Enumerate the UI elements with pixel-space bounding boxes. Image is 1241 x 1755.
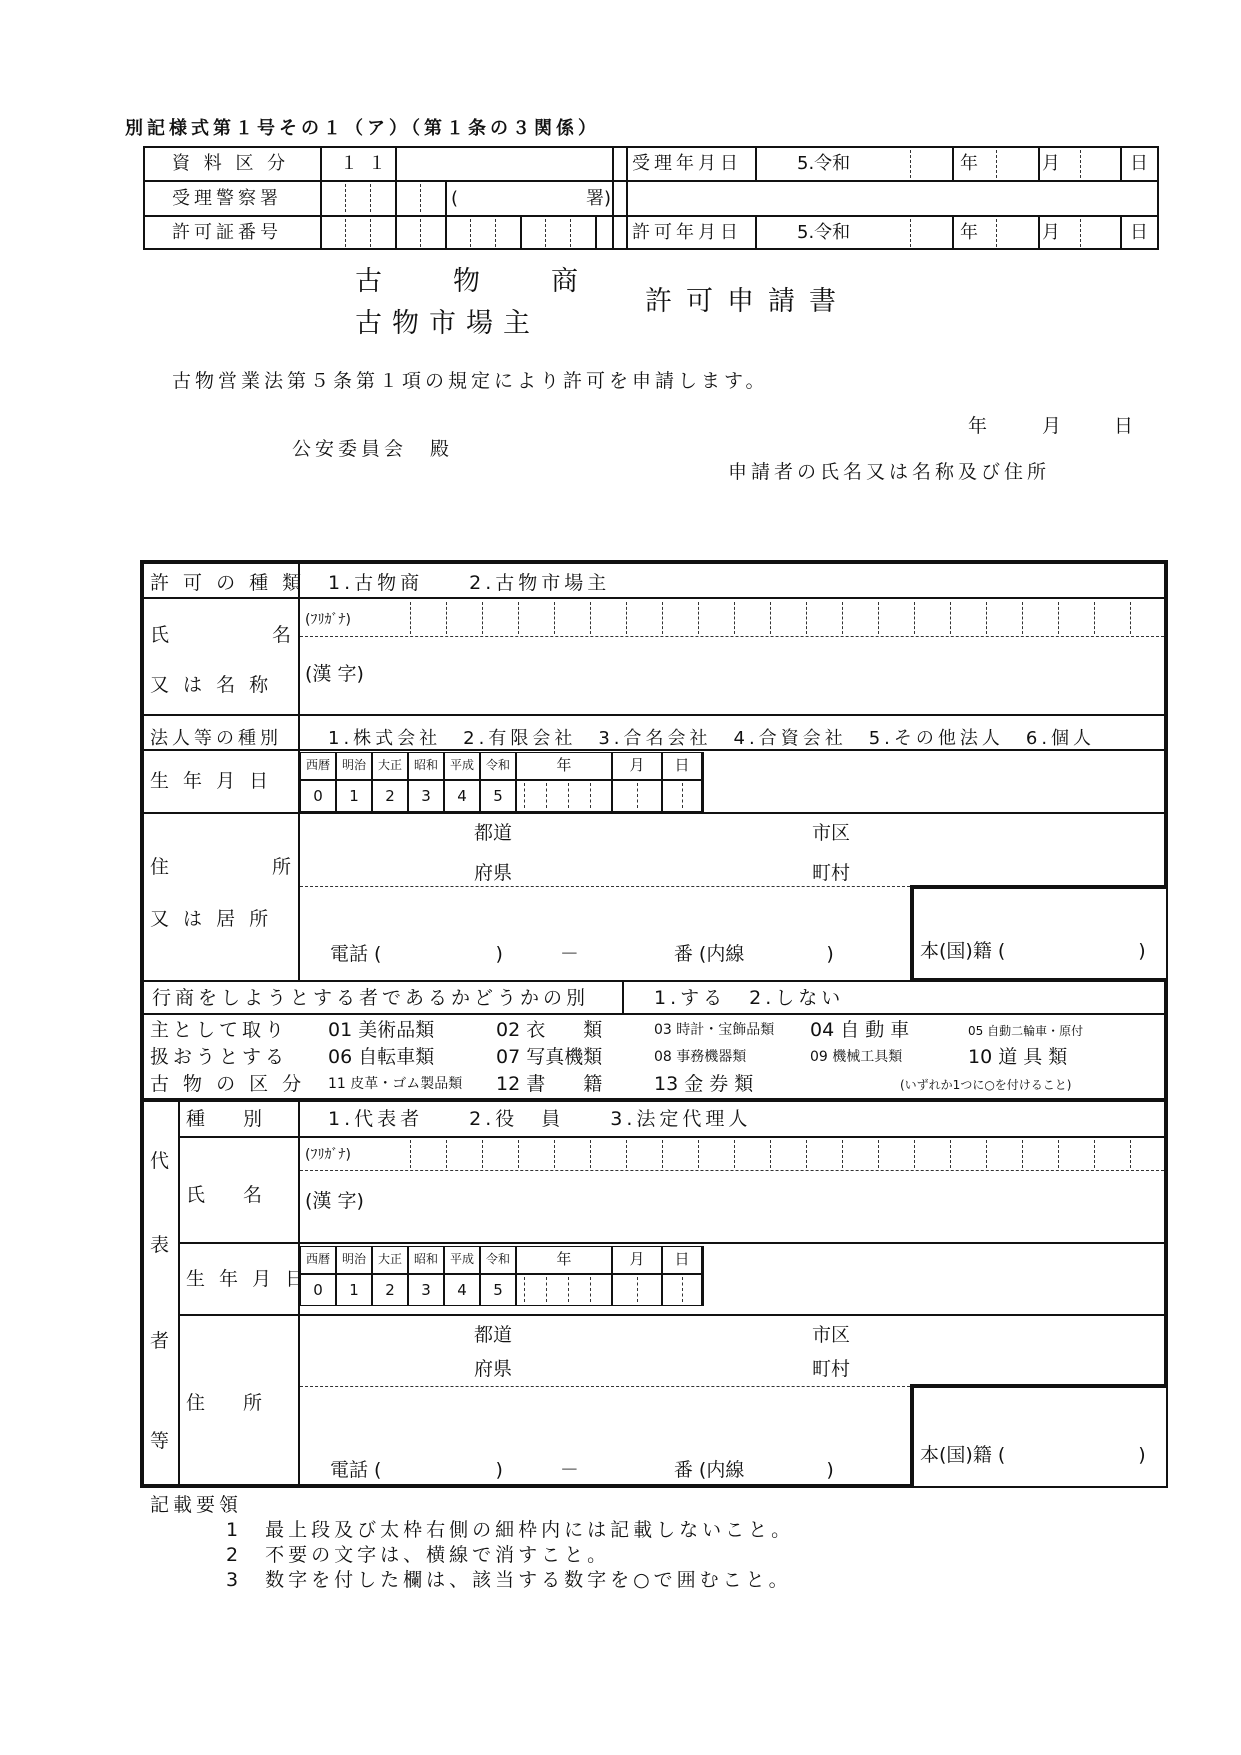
notes-item-3: 3 数字を付した欄は、該当する数字を○で囲むこと。 — [226, 1569, 792, 1591]
furigana-tick — [770, 602, 771, 634]
rep-type-label: 種 別 — [186, 1108, 263, 1130]
address-choson: 町村 — [812, 862, 851, 884]
era-cell: 昭和 — [408, 752, 444, 780]
furigana-tick — [554, 602, 555, 634]
goods-02: 02 衣 類 — [496, 1019, 603, 1041]
birth-digit-divider — [524, 1277, 525, 1302]
permit-type-options: 1.古物商 2.古物市場主 — [328, 572, 611, 594]
goods-note: (いずれか1つに○を付けること) — [900, 1078, 1072, 1092]
furigana-tick — [590, 1140, 591, 1168]
name-furigana: (ﾌﾘｶﾞﾅ) — [305, 612, 351, 628]
rep-side-2: 表 — [150, 1234, 170, 1256]
rep-honseki: 本(国)籍 ( ) — [920, 1444, 1146, 1466]
furigana-tick — [734, 602, 735, 634]
furigana-tick — [518, 602, 519, 634]
furigana-tick — [518, 1140, 519, 1168]
furigana-tick — [446, 1140, 447, 1168]
birth-digit-divider — [568, 783, 569, 808]
furigana-tick — [770, 1140, 771, 1168]
furigana-tick — [1094, 1140, 1095, 1168]
rep-choson: 町村 — [812, 1358, 851, 1380]
juri-year: 年 — [960, 153, 978, 174]
goods-05: 05 自動二輪車・原付 — [968, 1024, 1084, 1038]
furigana-tick — [698, 1140, 699, 1168]
birth-digit-divider — [546, 1277, 547, 1302]
era-code-cell: 2 — [372, 1274, 408, 1306]
date-day: 日 — [1114, 415, 1134, 437]
furigana-tick — [878, 1140, 879, 1168]
title-line2: 古物市場主 — [355, 308, 540, 339]
goods-04: 04 自 動 車 — [810, 1019, 910, 1041]
juri-month: 月 — [1042, 153, 1060, 174]
birth-edge — [702, 1246, 704, 1306]
furigana-tick — [1022, 602, 1023, 634]
name-label-top-right: 名 — [272, 624, 292, 646]
furigana-tick — [806, 602, 807, 634]
address-label-bottom: 又 は 居 所 — [150, 908, 273, 930]
rep-side-4: 等 — [150, 1430, 170, 1452]
goods-12: 12 書 籍 — [496, 1073, 603, 1095]
goods-label-2: 扱おうとする — [150, 1046, 289, 1068]
goods-03: 03 時計・宝飾品類 — [654, 1022, 775, 1038]
birth-day-header: 日 — [662, 1246, 702, 1274]
date-month: 月 — [1042, 415, 1062, 437]
rep-type-options: 1.代表者 2.役 員 3.法定代理人 — [328, 1108, 752, 1130]
rep-name-label: 氏 名 — [186, 1184, 263, 1206]
era-code-cell: 3 — [408, 780, 444, 812]
birth-year-header: 年 — [516, 752, 612, 780]
era-cell: 大正 — [372, 752, 408, 780]
goods-13: 13 金 券 類 — [654, 1073, 754, 1095]
juri-era: 5.令和 — [797, 153, 851, 174]
rep-side-3: 者 — [150, 1330, 170, 1352]
era-cell: 大正 — [372, 1246, 408, 1274]
furigana-tick — [1058, 1140, 1059, 1168]
notes-title: 記載要領 — [150, 1494, 243, 1516]
rep-birth-label: 生 年 月 日 — [186, 1268, 309, 1290]
birth-digit-divider — [590, 1277, 591, 1302]
furigana-tick — [806, 1140, 807, 1168]
goods-10: 10 道 具 類 — [968, 1046, 1068, 1068]
address-fuken: 府県 — [474, 862, 513, 884]
corp-type-options: 1.株式会社 2.有限会社 3.合名会社 4.合資会社 5.その他法人 6.個人 — [328, 728, 1096, 749]
kyoka-year: 年 — [960, 222, 978, 243]
era-code-cell: 5 — [480, 780, 516, 812]
rep-side-1: 代 — [150, 1150, 170, 1172]
era-code-cell: 2 — [372, 780, 408, 812]
kyoka-month: 月 — [1042, 222, 1060, 243]
era-cell: 平成 — [444, 1246, 480, 1274]
station-close: 署) — [586, 188, 612, 209]
form-label: 別記様式第１号その１（ア）（第１条の３関係） — [125, 118, 600, 139]
address-shiku: 市区 — [812, 822, 851, 844]
name-label-top: 氏 — [150, 624, 170, 646]
furigana-tick — [446, 602, 447, 634]
goods-08: 08 事務機器類 — [654, 1049, 747, 1065]
furigana-tick — [950, 1140, 951, 1168]
era-code-cell: 4 — [444, 1274, 480, 1306]
peddler-options: 1.する 2.しない — [654, 987, 845, 1009]
furigana-tick — [1022, 1140, 1023, 1168]
rep-furigana: (ﾌﾘｶﾞﾅ) — [305, 1147, 351, 1163]
furigana-tick — [914, 602, 915, 634]
era-cell: 西暦 — [300, 752, 336, 780]
furigana-tick — [662, 602, 663, 634]
birth-digit-divider — [568, 1277, 569, 1302]
era-code-cell: 1 — [336, 1274, 372, 1306]
era-code-cell: 3 — [408, 1274, 444, 1306]
furigana-tick — [410, 1140, 411, 1168]
furigana-tick — [410, 602, 411, 634]
birth-label: 生 年 月 日 — [150, 770, 273, 792]
rep-shiku: 市区 — [812, 1324, 851, 1346]
birth-year-header: 年 — [516, 1246, 612, 1274]
title-main: 許可申請書 — [645, 286, 850, 317]
rep-fuken: 府県 — [474, 1358, 513, 1380]
shiryo-value: １１ — [340, 153, 396, 174]
birth-digit-divider — [637, 1277, 638, 1302]
furigana-tick — [554, 1140, 555, 1168]
era-cell: 平成 — [444, 752, 480, 780]
era-code-cell: 4 — [444, 780, 480, 812]
peddler-label: 行商をしようとする者であるかどうかの別 — [152, 987, 590, 1009]
furigana-tick — [1058, 602, 1059, 634]
era-cell: 明治 — [336, 1246, 372, 1274]
furigana-tick — [626, 602, 627, 634]
furigana-tick — [842, 602, 843, 634]
kyoka-date-label: 許可年月日 — [632, 222, 742, 243]
furigana-tick — [986, 1140, 987, 1168]
kyoka-era: 5.令和 — [797, 222, 851, 243]
birth-digit-divider — [546, 783, 547, 808]
goods-06: 06 自転車類 — [328, 1046, 435, 1068]
juri-day: 日 — [1130, 153, 1148, 174]
name-input[interactable] — [310, 650, 1150, 706]
addressee: 公安委員会 殿 — [292, 438, 454, 460]
title-line1: 古 物 商 — [355, 266, 600, 297]
era-cell: 令和 — [480, 1246, 516, 1274]
birth-year-input[interactable] — [516, 780, 612, 812]
furigana-tick — [986, 602, 987, 634]
goods-07: 07 写真機類 — [496, 1046, 603, 1068]
goods-label-1: 主として取り — [150, 1019, 289, 1041]
station-open: ( — [451, 188, 459, 209]
furigana-tick — [1094, 602, 1095, 634]
corp-type-label: 法人等の種別 — [150, 728, 282, 749]
kyoka-no-label: 許可証番号 — [172, 222, 282, 243]
address-label-top-right: 所 — [272, 856, 292, 878]
notes-item-2: 2 不要の文字は、横線で消すこと。 — [226, 1544, 611, 1566]
furigana-tick — [590, 602, 591, 634]
era-cell: 令和 — [480, 752, 516, 780]
furigana-tick — [878, 602, 879, 634]
era-cell: 西暦 — [300, 1246, 336, 1274]
date-year: 年 — [968, 415, 988, 437]
era-code-cell: 1 — [336, 780, 372, 812]
furigana-tick — [482, 1140, 483, 1168]
era-code-cell: 5 — [480, 1274, 516, 1306]
address-honseki: 本(国)籍 ( ) — [920, 940, 1146, 962]
birth-digit-divider — [590, 783, 591, 808]
birth-edge — [702, 752, 704, 812]
birth-month-header: 月 — [612, 1246, 662, 1274]
statement: 古物営業法第５条第１項の規定により許可を申請します。 — [172, 370, 769, 392]
notes-item-1: 1 最上段及び太枠右側の細枠内には記載しないこと。 — [226, 1519, 795, 1541]
address-todo: 都道 — [474, 822, 513, 844]
furigana-tick — [698, 602, 699, 634]
rep-address-label: 住 所 — [186, 1392, 263, 1414]
furigana-tick — [842, 1140, 843, 1168]
address-phone: 電話 ( ) － 番 (内線 ) — [330, 943, 834, 965]
kyoka-day: 日 — [1130, 222, 1148, 243]
goods-01: 01 美術品類 — [328, 1019, 435, 1041]
furigana-tick — [734, 1140, 735, 1168]
name-kanji: (漢 字) — [305, 663, 364, 685]
rep-kanji: (漢 字) — [305, 1190, 364, 1212]
furigana-tick — [950, 602, 951, 634]
goods-11: 11 皮革・ゴム製品類 — [328, 1076, 463, 1092]
juri-date-label: 受理年月日 — [632, 153, 742, 174]
furigana-tick — [1130, 602, 1131, 634]
juri-station-label: 受理警察署 — [172, 188, 282, 209]
era-cell: 明治 — [336, 752, 372, 780]
applicant-label: 申請者の氏名又は名称及び住所 — [728, 461, 1051, 483]
name-label-bottom: 又 は 名 称 — [150, 674, 273, 696]
birth-digit-divider — [524, 783, 525, 808]
birth-digit-divider — [637, 783, 638, 808]
shiryo-label: 資 料 区 分 — [172, 153, 290, 174]
birth-day-header: 日 — [662, 752, 702, 780]
furigana-tick — [662, 1140, 663, 1168]
era-cell: 昭和 — [408, 1246, 444, 1274]
birth-digit-divider — [682, 783, 683, 808]
rep-phone: 電話 ( ) － 番 (内線 ) — [330, 1459, 834, 1481]
permit-type-label: 許 可 の 種 類 — [150, 572, 306, 594]
era-code-cell: 0 — [300, 1274, 336, 1306]
goods-label-3: 古 物 の 区 分 — [150, 1073, 306, 1095]
era-code-cell: 0 — [300, 780, 336, 812]
birth-digit-divider — [682, 1277, 683, 1302]
address-label-top: 住 — [150, 856, 170, 878]
birth-month-header: 月 — [612, 752, 662, 780]
furigana-tick — [1130, 1140, 1131, 1168]
furigana-tick — [626, 1140, 627, 1168]
birth-year-input[interactable] — [516, 1274, 612, 1306]
furigana-tick — [914, 1140, 915, 1168]
goods-09: 09 機械工具類 — [810, 1049, 903, 1065]
rep-todo: 都道 — [474, 1324, 513, 1346]
furigana-tick — [482, 602, 483, 634]
